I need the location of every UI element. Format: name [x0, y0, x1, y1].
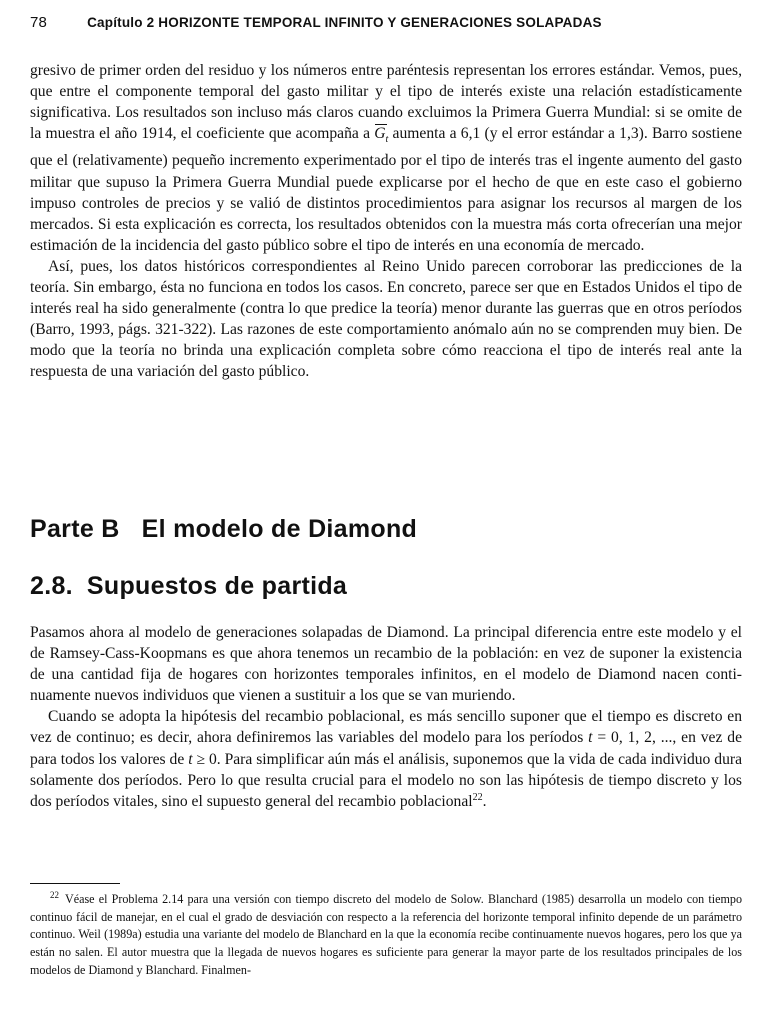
paragraph-text: ≥ 0. Para simplificar aún más el análisis, suponemos que la vida de cada individuo dura solamente dos períodos. Pero lo que resulta crucial para el modelo no son las hipótesis de tiempo discreto y los dos períodos vitales, sino el supuesto general del recambio poblacional	[30, 750, 742, 810]
footnote-reference: 22	[472, 791, 483, 803]
top-text-block	[30, 60, 742, 383]
paragraph-text: .	[482, 792, 487, 810]
paragraph-text: Cuando se adopta la hipótesis del recambio poblacional, es más sencillo suponer que el tiempo es discreto en vez de continuo; es decir, ahora definiremos las variables del modelo para los períodos	[30, 708, 742, 747]
footnote-rule	[30, 883, 120, 884]
section-title: Supuestos de partida	[86, 572, 348, 600]
footnote-text: Véase el Problema 2.14 para una versión con tiempo discreto del modelo de Solow. Blanchard (1985) desarrolla un modelo con tiempo continuo fácil de manejar, en el cual el grado de desviación con respecto a la referencia del horizonte temporal infinito depende de un parámetro continuo. Weil (1989a) estudia una variante del modelo de Blanchard en la que la economía recibe continuamente nuevos hogares, pero los que ya están no salen. El autor muestra que la llegada de nuevos hogares es suficiente para generar la mayor parte de los resultados principales de los modelos de Diamond y Blanchard. Finalmen-	[30, 892, 742, 977]
symbol-g: G	[374, 125, 386, 143]
part-label: Parte B	[30, 515, 120, 543]
part-heading	[30, 515, 417, 544]
running-title: Capítulo 2 HORIZONTE TEMPORAL INFINITO Y GENERACIONES SOLAPADAS	[87, 15, 602, 30]
section-heading	[30, 572, 347, 601]
paragraph-continued	[30, 60, 742, 256]
part-title: El modelo de Diamond	[141, 515, 418, 543]
math-variable: t	[588, 729, 593, 747]
paragraph-text: aumenta a 6,1 (y el error estándar a 1,3). Barro sostiene que el (relativamente) pequeño incremento experimentado por el tipo de interés tras el ingente aumento del gasto militar que supuso la Primera Guerra Mundial puede explicarse por el hecho de que en este caso el gobierno impuso controles de precios y se valió de distintos procedimientos para asignar los recursos al margen de los mercados. Si esta explicación es correcta, los resultados obtenidos con la muestra más corta ofrecerían una mejor estimación de la incidencia del gasto público sobre el tipo de interés en una economía de mercado.	[30, 125, 742, 254]
bottom-text-block	[30, 622, 742, 812]
symbol-subscript: t	[385, 134, 389, 146]
math-variable: t	[188, 750, 193, 768]
paragraph	[30, 706, 742, 811]
footnote-mark: 22	[50, 889, 59, 900]
footnote	[30, 891, 742, 980]
g-bar-symbol	[374, 123, 388, 150]
paragraph-text: = 0, 1, 2, ..., en vez de para todos los valores de	[30, 729, 742, 768]
section-number: 2.8.	[30, 572, 73, 600]
page-number: 78	[30, 14, 48, 31]
paragraph: Así, pues, los datos históricos correspondientes al Reino Unido parecen corroborar las predicciones de la teoría. Sin embargo, ésta no funciona en todos los casos. En concreto, parece ser que en Estados Unidos el tipo de interés real ha sido generalmente (contra lo que predice la teoría) menor durante las guerras que en otros períodos (Barro, 1993, págs. 321-322). Las razones de este comportamiento anómalo aún no se comprenden muy bien. De modo que la teoría no brinda una explicación completa sobre cómo reacciona el tipo de interés real ante la respuesta de una variación del gasto público.	[30, 257, 742, 381]
paragraph-text: gresivo de primer orden del residuo y los números entre paréntesis representan los errores estándar. Vemos, pues, que entre el componente temporal del gasto militar y el tipo de interés existe una relación estadísticamente significativa. Los resultados son incluso más claros cuando excluimos la Primera Guerra Mundial: si se omite de la muestra el año 1914, el coeficiente que acompaña a	[30, 62, 742, 143]
paragraph: Pasamos ahora al modelo de generaciones solapadas de Diamond. La principal diferencia entre este modelo y el de Ramsey-Cass-Koopmans es que ahora tenemos un recambio de la población: en vez de suponer la existencia de una cantidad fija de hogares con horizontes temporales infinitos, en el modelo de Diamond nacen continuamente nuevos individuos que vienen a sustituir a los que se van muriendo.	[30, 624, 742, 705]
running-header	[30, 14, 742, 31]
